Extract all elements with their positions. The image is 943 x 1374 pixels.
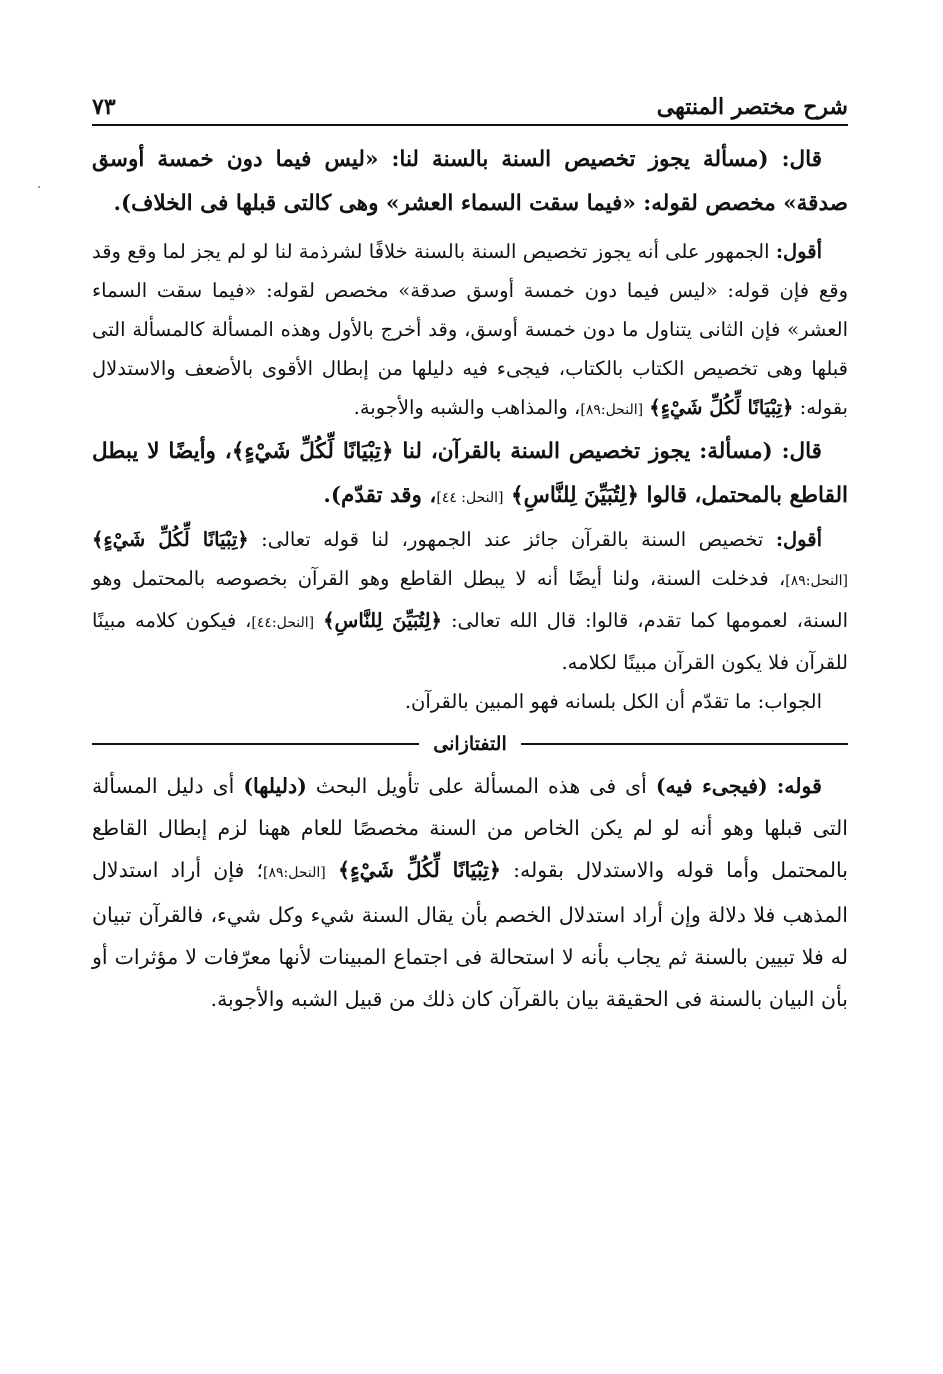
matn-text: ، وقد تقدّم). bbox=[323, 483, 437, 508]
verse-reference: [النحل:٨٩] bbox=[263, 865, 326, 881]
sharh-text: تخصيص السنة بالقرآن جائز عند الجمهور، لنا قوله تعالى: bbox=[261, 528, 764, 551]
header-title: شرح مختصر المنتهى bbox=[656, 94, 848, 120]
sharh-text: الجمهور على أنه يجوز تخصيص السنة بالسنة خلافًا لشرذمة لنا لو لم يجز لما وقع وقد وقع فإن قوله: «ليس فيما دون خمسة أوسق صدقة» مخصص لقوله: «فيما سقت السماء العشر» فإن الثانى يتناول ما دون خمسة أوسق، وقد أخرج بالأول وهذه المسألة كالمسألة التى قبلها وهى تخصيص الكتاب بالكتاب، فيجىء فيه دليلها من إبطال الأقوى بالأضعف والاستدلال بقوله: bbox=[92, 240, 848, 419]
sharh-paragraph-1 bbox=[92, 232, 848, 430]
page-number: ٧٣ bbox=[92, 94, 116, 120]
answer-text: الجواب: ما تقدّم أن الكل بلسانه فهو المبين بالقرآن. bbox=[404, 690, 822, 713]
commentator-name: التفتازانى bbox=[433, 733, 507, 755]
sharh-lead: أقول: bbox=[775, 528, 822, 551]
quran-quote: ﴿لِتُبَيِّنَ لِلنَّاسِ﴾ bbox=[323, 609, 442, 632]
matn-text: (مسألة: يجوز تخصيص السنة بالقرآن، لنا bbox=[402, 439, 773, 464]
scan-speck bbox=[38, 186, 40, 188]
verse-reference: [النحل: ٤٤] bbox=[436, 490, 504, 506]
matn-paragraph-2 bbox=[92, 430, 848, 520]
divider-line-left bbox=[92, 743, 419, 745]
divider-line-right bbox=[521, 743, 848, 745]
quran-quote: ﴿تِبْيَانًا لِّكُلِّ شَيْءٍ﴾ bbox=[649, 396, 794, 419]
quran-quote: ﴿تِبْيَانًا لِّكُلِّ شَيْءٍ﴾ bbox=[92, 528, 249, 551]
hashiya-paragraph bbox=[92, 765, 848, 1020]
verse-reference: [النحل:٤٤] bbox=[251, 615, 315, 631]
matn-paragraph-1 bbox=[92, 138, 848, 226]
verse-reference: [النحل:٨٩] bbox=[580, 402, 644, 418]
running-header bbox=[92, 88, 848, 120]
hashiya-quoted-term: (دليلها) bbox=[243, 774, 307, 798]
hashiya-text: أى فى هذه المسألة على تأويل البحث bbox=[315, 774, 647, 798]
matn-text: ، وأيضًا لا يبطل القاطع بالمحتمل، قالوا bbox=[92, 439, 848, 508]
matn-lead: قال: bbox=[781, 147, 822, 172]
matn-lead: قال: bbox=[781, 439, 822, 464]
verse-reference: [النحل:٨٩] bbox=[785, 573, 848, 589]
sharh-paragraph-2 bbox=[92, 520, 848, 682]
commentary-divider bbox=[92, 733, 848, 755]
hashiya-quoted-term: (فيجىء فيه) bbox=[655, 774, 768, 798]
matn-text: (مسألة يجوز تخصيص السنة بالسنة لنا: «ليس فيما دون خمسة أوسق صدقة» مخصص لقوله: «فيما سقت السماء العشر» وهى كالتى قبلها فى الخلاف). bbox=[92, 147, 848, 216]
hashiya-lead: قوله: bbox=[776, 774, 822, 798]
sharh-text: ، فدخلت السنة، ولنا أيضًا أنه لا يبطل القاطع وهو القرآن بخصوصه بالمحتمل وهو السنة، لعمومها كما تقدم، قالوا: قال الله تعالى: bbox=[92, 567, 849, 632]
hashiya-text: ؛ فإن أراد استدلال المذهب فلا دلالة وإن أراد استدلال الخصم بأن يقال السنة شيء وكل شيء، فالقرآن تبيان له فلا تبيين بالسنة ثم يجاب بأنه لا استحالة فى اجتماع المبينات لأنها معرّفات لا مؤثرات أو بأن البيان بالسنة فى الحقيقة بيان بالقرآن كان ذلك من قبيل الشبه والأجوبة. bbox=[92, 858, 848, 1011]
sharh-text: ، فيكون كلامه مبينًا للقرآن فلا يكون القرآن مبينًا لكلامه. bbox=[92, 609, 848, 674]
quran-quote: ﴿تِبْيَانًا لِّكُلِّ شَيْءٍ﴾ bbox=[231, 439, 394, 464]
sharh-tail: ، والمذاهب والشبه والأجوبة. bbox=[353, 396, 581, 419]
hashiya-text: أى دليل المسألة التى قبلها وهو أنه لو لم يكن الخاص من السنة مخصصًا للعام ههنا لزم إبطال القاطع بالمحتمل وأما قوله والاستدلال بقوله: bbox=[92, 774, 848, 882]
quran-quote: ﴿لِتُبَيِّنَ لِلنَّاسِ﴾ bbox=[511, 483, 640, 508]
header-rule bbox=[92, 124, 848, 126]
page-body bbox=[92, 138, 848, 1020]
sharh-lead: أقول: bbox=[775, 240, 822, 263]
answer-paragraph bbox=[92, 682, 848, 721]
quran-quote: ﴿تِبْيَانًا لِّكُلِّ شَيْءٍ﴾ bbox=[337, 858, 501, 882]
